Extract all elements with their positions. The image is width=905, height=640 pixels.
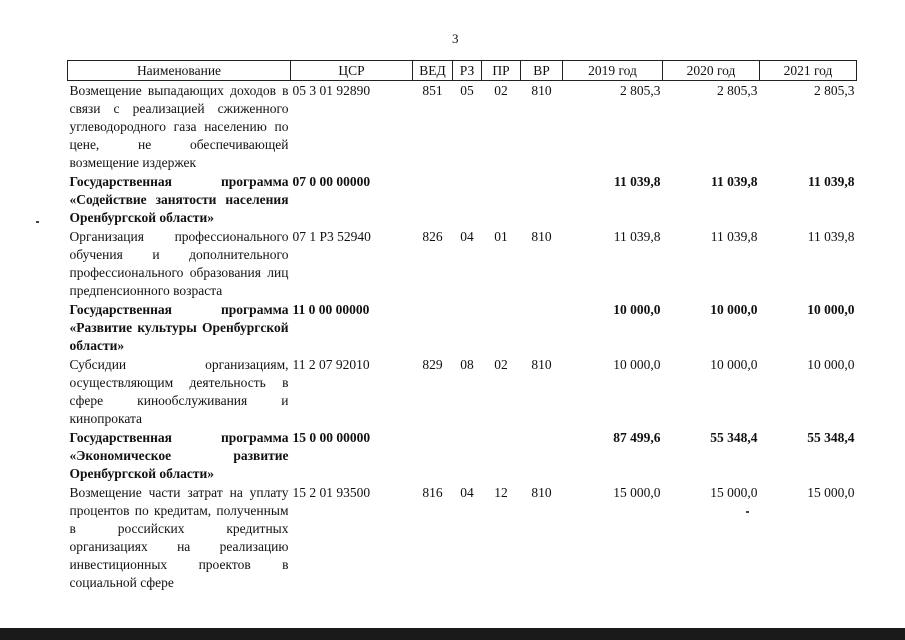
cell-2021: 10 000,0	[807, 302, 855, 317]
cell-ved	[413, 172, 453, 227]
table-row	[68, 227, 857, 300]
cell-2021: 55 348,4	[807, 430, 855, 445]
cell-vr: 810	[531, 485, 552, 500]
table-row	[68, 300, 857, 355]
cell-pr	[482, 300, 521, 355]
cell-vr	[521, 300, 563, 355]
table-row	[68, 172, 857, 227]
cell-pr: 12	[494, 485, 508, 500]
header-2020: 2020 год	[663, 61, 760, 81]
table-row	[68, 428, 857, 483]
cell-pr: 01	[494, 229, 508, 244]
cell-vr	[521, 428, 563, 483]
cell-name: Государственная программа «Экономическое развитие Оренбургской области»	[69, 430, 289, 481]
header-2019: 2019 год	[563, 61, 663, 81]
budget-table	[67, 60, 857, 592]
header-2021: 2021 год	[760, 61, 857, 81]
cell-rz	[453, 172, 482, 227]
table-row	[68, 483, 857, 592]
cell-name: Организация профессионального обучения и дополнительного профессионального образования лиц предпенсионного возраста	[69, 229, 289, 298]
cell-pr	[482, 428, 521, 483]
cell-pr: 02	[494, 357, 508, 372]
cell-rz: 04	[460, 229, 474, 244]
cell-vr: 810	[531, 229, 552, 244]
header-rz: РЗ	[453, 61, 482, 81]
cell-2019: 10 000,0	[613, 302, 661, 317]
cell-name: Возмещение выпадающих доходов в связи с реализацией сжиженного углеводородного газа населению по цене, не обеспечивающей возмещение издержек	[69, 83, 289, 170]
cell-2019: 15 000,0	[613, 485, 661, 500]
cell-2020: 11 039,8	[710, 229, 758, 244]
cell-rz	[453, 300, 482, 355]
cell-csr: 11 0 00 00000	[292, 302, 370, 317]
cell-name: Возмещение части затрат на уплату процентов по кредитам, полученным в российских кредитных организациях на реализацию инвестиционных проектов в социальной сфере	[69, 485, 289, 590]
header-vr: ВР	[521, 61, 563, 81]
table-row	[68, 81, 857, 173]
cell-2021: 11 039,8	[807, 229, 855, 244]
cell-pr	[482, 172, 521, 227]
cell-2020: 11 039,8	[710, 174, 758, 189]
cell-name: Государственная программа «Развитие культуры Оренбургской области»	[69, 302, 289, 353]
cell-pr: 02	[494, 83, 508, 98]
cell-ved	[413, 428, 453, 483]
cell-2019: 10 000,0	[613, 357, 661, 372]
cell-rz: 05	[460, 83, 474, 98]
cell-ved: 851	[422, 83, 443, 98]
table-row	[68, 355, 857, 428]
cell-2020: 15 000,0	[710, 485, 758, 500]
cell-2019: 87 499,6	[613, 430, 661, 445]
cell-vr: 810	[531, 83, 552, 98]
cell-2021: 11 039,8	[807, 174, 855, 189]
cell-name: Государственная программа «Содействие занятости населения Оренбургской области»	[69, 174, 289, 225]
cell-vr	[521, 172, 563, 227]
scan-speck	[746, 511, 749, 513]
cell-csr: 07 1 P3 52940	[292, 229, 371, 244]
page-number: 3	[452, 31, 459, 46]
header-csr: ЦСР	[291, 61, 413, 81]
cell-2019: 11 039,8	[613, 174, 661, 189]
cell-rz: 08	[460, 357, 474, 372]
cell-csr: 15 2 01 93500	[292, 485, 371, 500]
cell-ved: 829	[422, 357, 443, 372]
cell-2021: 2 805,3	[814, 83, 855, 98]
cell-csr: 07 0 00 00000	[292, 174, 371, 189]
cell-2019: 2 805,3	[620, 83, 661, 98]
cell-rz: 04	[460, 485, 474, 500]
cell-rz	[453, 428, 482, 483]
scan-bottom-edge	[0, 628, 905, 640]
cell-2020: 55 348,4	[710, 430, 758, 445]
cell-ved: 816	[422, 485, 443, 500]
cell-vr: 810	[531, 357, 552, 372]
cell-csr: 15 0 00 00000	[292, 430, 371, 445]
cell-ved: 826	[422, 229, 443, 244]
cell-ved	[413, 300, 453, 355]
cell-csr: 11 2 07 92010	[292, 357, 370, 372]
header-name: Наименование	[68, 61, 291, 81]
table-header-row	[68, 61, 857, 81]
header-ved: ВЕД	[413, 61, 453, 81]
cell-2020: 10 000,0	[710, 302, 758, 317]
cell-2021: 10 000,0	[807, 357, 855, 372]
cell-2021: 15 000,0	[807, 485, 855, 500]
cell-csr: 05 3 01 92890	[292, 83, 371, 98]
scan-speck	[36, 221, 39, 223]
header-pr: ПР	[482, 61, 521, 81]
cell-2020: 10 000,0	[710, 357, 758, 372]
cell-2019: 11 039,8	[613, 229, 661, 244]
cell-2020: 2 805,3	[717, 83, 758, 98]
cell-name: Субсидии организациям, осуществляющим деятельность в сфере кинообслуживания и кинопроката	[69, 357, 289, 426]
